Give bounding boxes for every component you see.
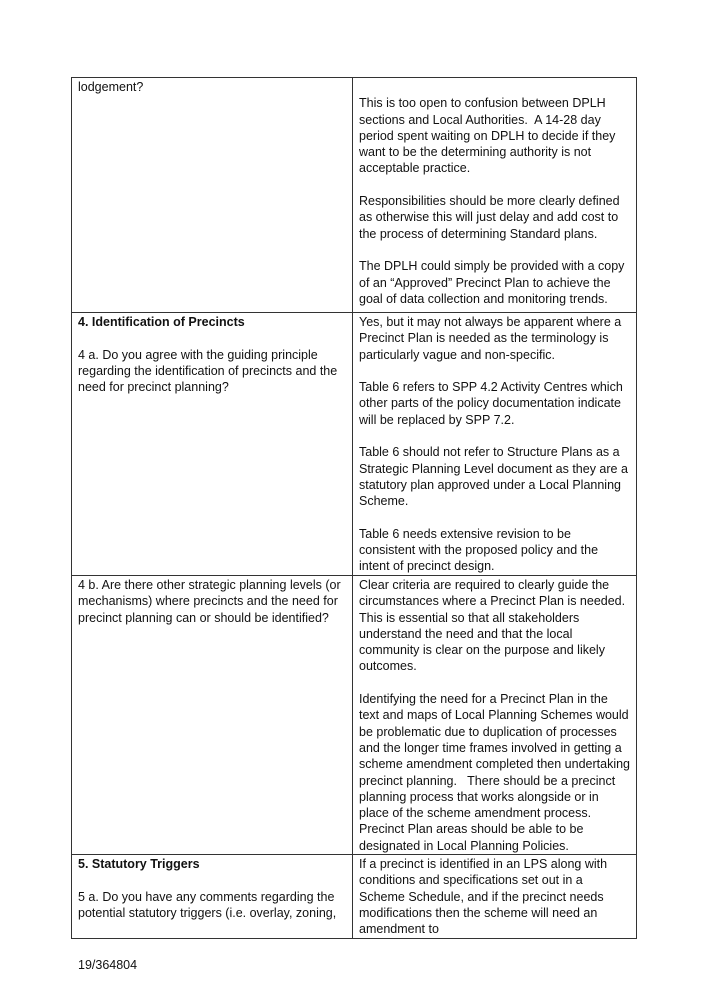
question-cell xyxy=(72,78,353,313)
response-paragraph: If a precinct is identified in an LPS along with conditions and specifications set out in a Scheme Schedule, and if the precinct needs modifications then the scheme will need an amendment to xyxy=(359,857,611,937)
submission-table xyxy=(71,77,637,939)
table-row xyxy=(72,576,637,855)
section-heading: 5. Statutory Triggers xyxy=(78,857,200,872)
question-cell xyxy=(72,313,353,576)
response-paragraph: Responsibilities should be more clearly defined as otherwise this will just delay and add cost to the process of determining Standard plans. xyxy=(359,194,624,241)
section-heading: 4. Identification of Precincts xyxy=(78,315,245,329)
response-cell xyxy=(353,576,637,855)
document-reference: 19/364804 xyxy=(78,958,138,972)
response-paragraph: This is too open to confusion between DPLH sections and Local Authorities. A 14-28 day period spent waiting on DPLH to decide if they want to be the determining authority is not acceptable practice. xyxy=(359,96,619,176)
table-row xyxy=(72,313,637,576)
response-cell xyxy=(353,313,637,576)
response-cell xyxy=(353,855,637,938)
table-row xyxy=(72,78,637,313)
question-text: lodgement? xyxy=(78,80,144,94)
response-paragraph: Table 6 refers to SPP 4.2 Activity Centres which other parts of the policy documentation indicate will be replaced by SPP 7.2. xyxy=(359,380,627,427)
question-text: 4 a. Do you agree with the guiding principle regarding the identification of precincts and the need for precinct planning? xyxy=(78,347,341,395)
response-paragraph: Identifying the need for a Precinct Plan in the text and maps of Local Planning Schemes would be problematic due to duplication of processes and the longer time frames involved in getting a scheme amendment completed then undertaking precinct planning. There should be a precinct planning process that works alongside or in place of the scheme amendment process. Precinct Plan areas should be able to be designated in Local Planning Policies. xyxy=(359,692,634,853)
response-paragraph: The DPLH could simply be provided with a copy of an “Approved” Precinct Plan to achieve the goal of data collection and monitoring trends. xyxy=(359,259,628,306)
response-paragraph: Yes, but it may not always be apparent where a Precinct Plan is needed as the terminology is particularly vague and non-specific. xyxy=(359,315,625,362)
response-paragraph: Clear criteria are required to clearly guide the circumstances where a Precinct Plan is needed. This is essential so that all stakeholders understand the need and that the local community is clear on the purpose and likely outcomes. xyxy=(359,578,629,674)
table-row xyxy=(72,855,637,938)
question-text: 5 a. Do you have any comments regarding the potential statutory triggers (i.e. overlay, zoning, xyxy=(78,889,338,920)
question-text: 4 b. Are there other strategic planning levels (or mechanisms) where precincts and the need for precinct planning can or should be identified? xyxy=(78,578,345,625)
question-cell xyxy=(72,576,353,855)
response-cell xyxy=(353,78,637,313)
question-cell xyxy=(72,855,353,938)
response-paragraph: Table 6 needs extensive revision to be consistent with the proposed policy and the intent of precinct design. xyxy=(359,526,602,574)
response-paragraph: Table 6 should not refer to Structure Plans as a Strategic Planning Level document as they are a statutory plan approved under a Local Planning Scheme. xyxy=(359,445,632,509)
